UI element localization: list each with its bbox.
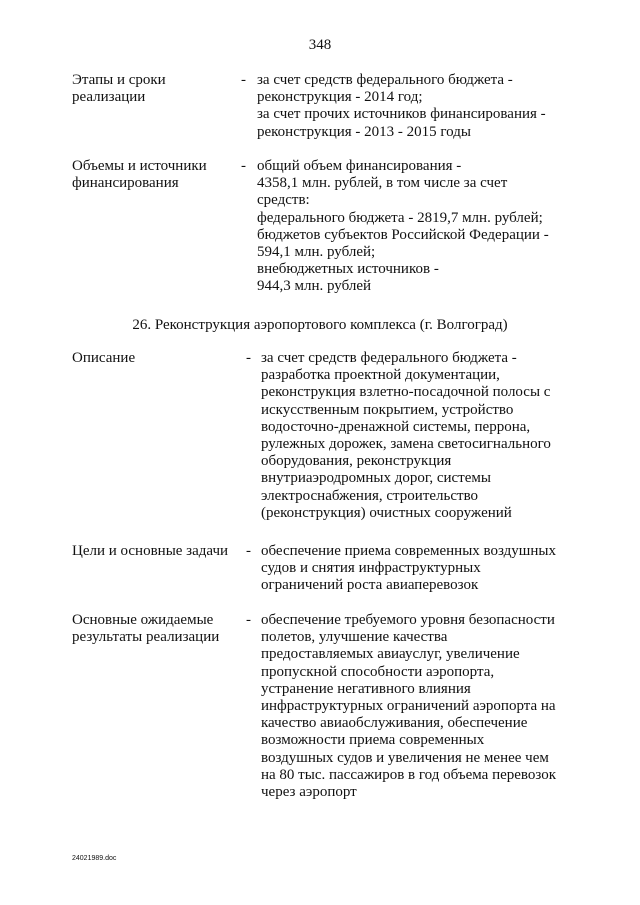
row-dash: -: [246, 350, 251, 366]
value-line: судов и снятия инфраструктурных: [261, 560, 481, 577]
section-title: 26. Реконструкция аэропортового комплекса (г. Волгоград): [132, 317, 508, 333]
row-value: [257, 72, 546, 141]
value-line: воздушных судов и увеличения не менее чем: [261, 749, 549, 766]
value-line: разработка проектной документации,: [261, 367, 500, 384]
value-line: за счет средств федерального бюджета -: [261, 350, 517, 366]
row-value: [261, 350, 551, 522]
value-line: реконструкция взлетно-посадочной полосы с: [261, 384, 551, 401]
value-line: оборудования, реконструкция: [261, 453, 452, 470]
row-value: [257, 158, 549, 296]
value-line: пропускной способности аэропорта,: [261, 663, 495, 680]
value-line: внутриаэродромных дорог, системы: [261, 470, 491, 487]
value-line: бюджетов субъектов Российской Федерации -: [257, 226, 549, 243]
row-dash: -: [241, 158, 246, 174]
value-line: ограничений роста авиаперевозок: [261, 577, 479, 594]
value-line: полетов, улучшение качества: [261, 629, 448, 646]
value-line: искусственным покрытием, устройство: [261, 401, 514, 418]
value-line: (реконструкция) очистных сооружений: [261, 504, 512, 521]
value-line: электроснабжения, строительство: [261, 487, 479, 504]
document-filename: 24021989.doc: [72, 855, 117, 862]
value-line: за счет средств федерального бюджета -: [257, 72, 513, 88]
value-line: инфраструктурных ограничений аэропорта на: [261, 698, 556, 715]
value-line: федерального бюджета - 2819,7 млн. рублей;: [257, 209, 543, 226]
value-line: за счет прочих источников финансирования -: [257, 106, 546, 123]
row-label: Этапы и сроки реализации: [72, 72, 166, 106]
value-line: реконструкция - 2014 год;: [257, 89, 423, 106]
row-label: Основные ожидаемые результаты реализации: [72, 612, 220, 646]
row-label: Цели и основные задачи: [72, 543, 229, 559]
row-value: [261, 612, 556, 801]
row-dash: -: [246, 612, 251, 628]
value-line: качество авиаобслуживания, обеспечение: [261, 715, 528, 732]
value-line: рулежных дорожек, замена светосигнального: [261, 436, 551, 453]
value-line: обеспечение приема современных воздушных: [261, 543, 556, 559]
row-value: [261, 543, 556, 595]
value-line: через аэропорт: [261, 784, 357, 801]
value-line: 594,1 млн. рублей;: [257, 244, 376, 261]
value-line: обеспечение требуемого уровня безопасности: [261, 612, 555, 628]
page-number: 348: [308, 37, 332, 53]
value-line: 944,3 млн. рублей: [257, 278, 372, 295]
row-label: Описание: [72, 350, 136, 366]
value-line: предоставляемых авиауслуг, увеличение: [261, 646, 520, 663]
value-line: на 80 тыс. пассажиров в год объема перевозок: [261, 766, 557, 783]
value-line: возможности приема современных: [261, 732, 485, 749]
value-line: устранение негативного влияния: [261, 680, 471, 697]
row-dash: -: [246, 543, 251, 559]
value-line: водосточно-дренажной системы, перрона,: [261, 418, 531, 435]
row-dash: -: [241, 72, 246, 88]
value-line: средств:: [257, 192, 310, 209]
value-line: реконструкция - 2013 - 2015 годы: [257, 123, 471, 140]
value-line: общий объем финансирования -: [257, 158, 462, 174]
value-line: внебюджетных источников -: [257, 261, 439, 278]
value-line: 4358,1 млн. рублей, в том числе за счет: [257, 175, 508, 192]
row-label: Объемы и источники финансирования: [72, 158, 207, 192]
